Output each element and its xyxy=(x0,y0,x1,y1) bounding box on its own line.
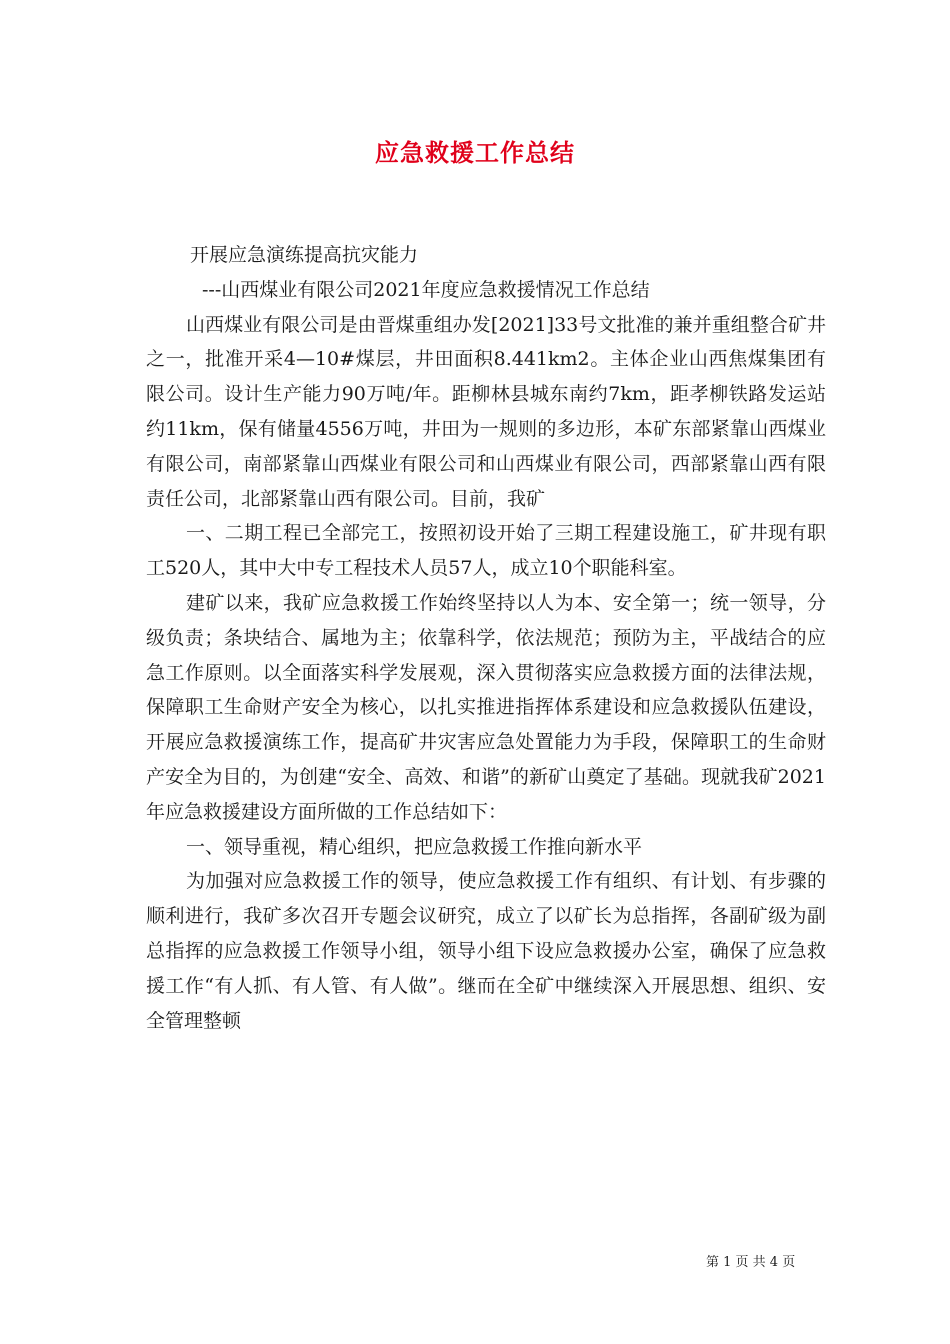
body-paragraph: 一、二期工程已全部完工，按照初设开始了三期工程建设施工，矿井现有职工520人，其中大中专工程技术人员57人，成立10个职能科室。 xyxy=(146,522,826,580)
body-paragraph: 为加强对应急救援工作的领导，使应急救援工作有组织、有计划、有步骤的顺利进行，我矿多次召开专题会议研究，成立了以矿长为总指挥，各副矿级为副总指挥的应急救援工作领导小组，领导小组下设应急救援办公室，确保了应急救援工作“有人抓、有人管、有人做”。继而在全矿中继续深入开展思想、组织、安全管理整顿 xyxy=(146,870,826,1032)
page-number: 第 1 页 共 4 页 xyxy=(706,1255,796,1270)
document-body xyxy=(146,238,826,1038)
document-title: 应急救援工作总结 xyxy=(375,139,575,167)
subtitle-sub-line: ---山西煤业有限公司2021年度应急救援情况工作总结 xyxy=(202,278,650,301)
subtitle-line: 开展应急演练提高抗灾能力 xyxy=(190,244,419,266)
section-heading: 一、领导重视，精心组织，把应急救援工作推向新水平 xyxy=(186,835,643,858)
body-paragraph: 山西煤业有限公司是由晋煤重组办发[2021]33号文批准的兼并重组整合矿井之一，批准开采4—10#煤层，井田面积8.441km2。主体企业山西焦煤集团有限公司。设计生产能力90万吨/年。距柳林县城东南约7km，距孝柳铁路发运站约11km，保有储量4556万吨，井田为一规则的多边形，本矿东部紧靠山西煤业有限公司，南部紧靠山西煤业有限公司和山西煤业有限公司，西部紧靠山西有限责任公司，北部紧靠山西有限公司。目前，我矿 xyxy=(146,313,826,510)
body-paragraph: 建矿以来，我矿应急救援工作始终坚持以人为本、安全第一；统一领导，分级负责；条块结合、属地为主；依靠科学，依法规范；预防为主，平战结合的应急工作原则。以全面落实科学发展观，深入贯彻落实应急救援方面的法律法规，保障职工生命财产安全为核心，以扎实推进指挥体系建设和应急救援队伍建设，开展应急救援演练工作，提高矿井灾害应急处置能力为手段，保障职工的生命财产安全为目的，为创建“安全、高效、和谐”的新矿山奠定了基础。现就我矿2021年应急救援建设方面所做的工作总结如下： xyxy=(146,591,826,823)
